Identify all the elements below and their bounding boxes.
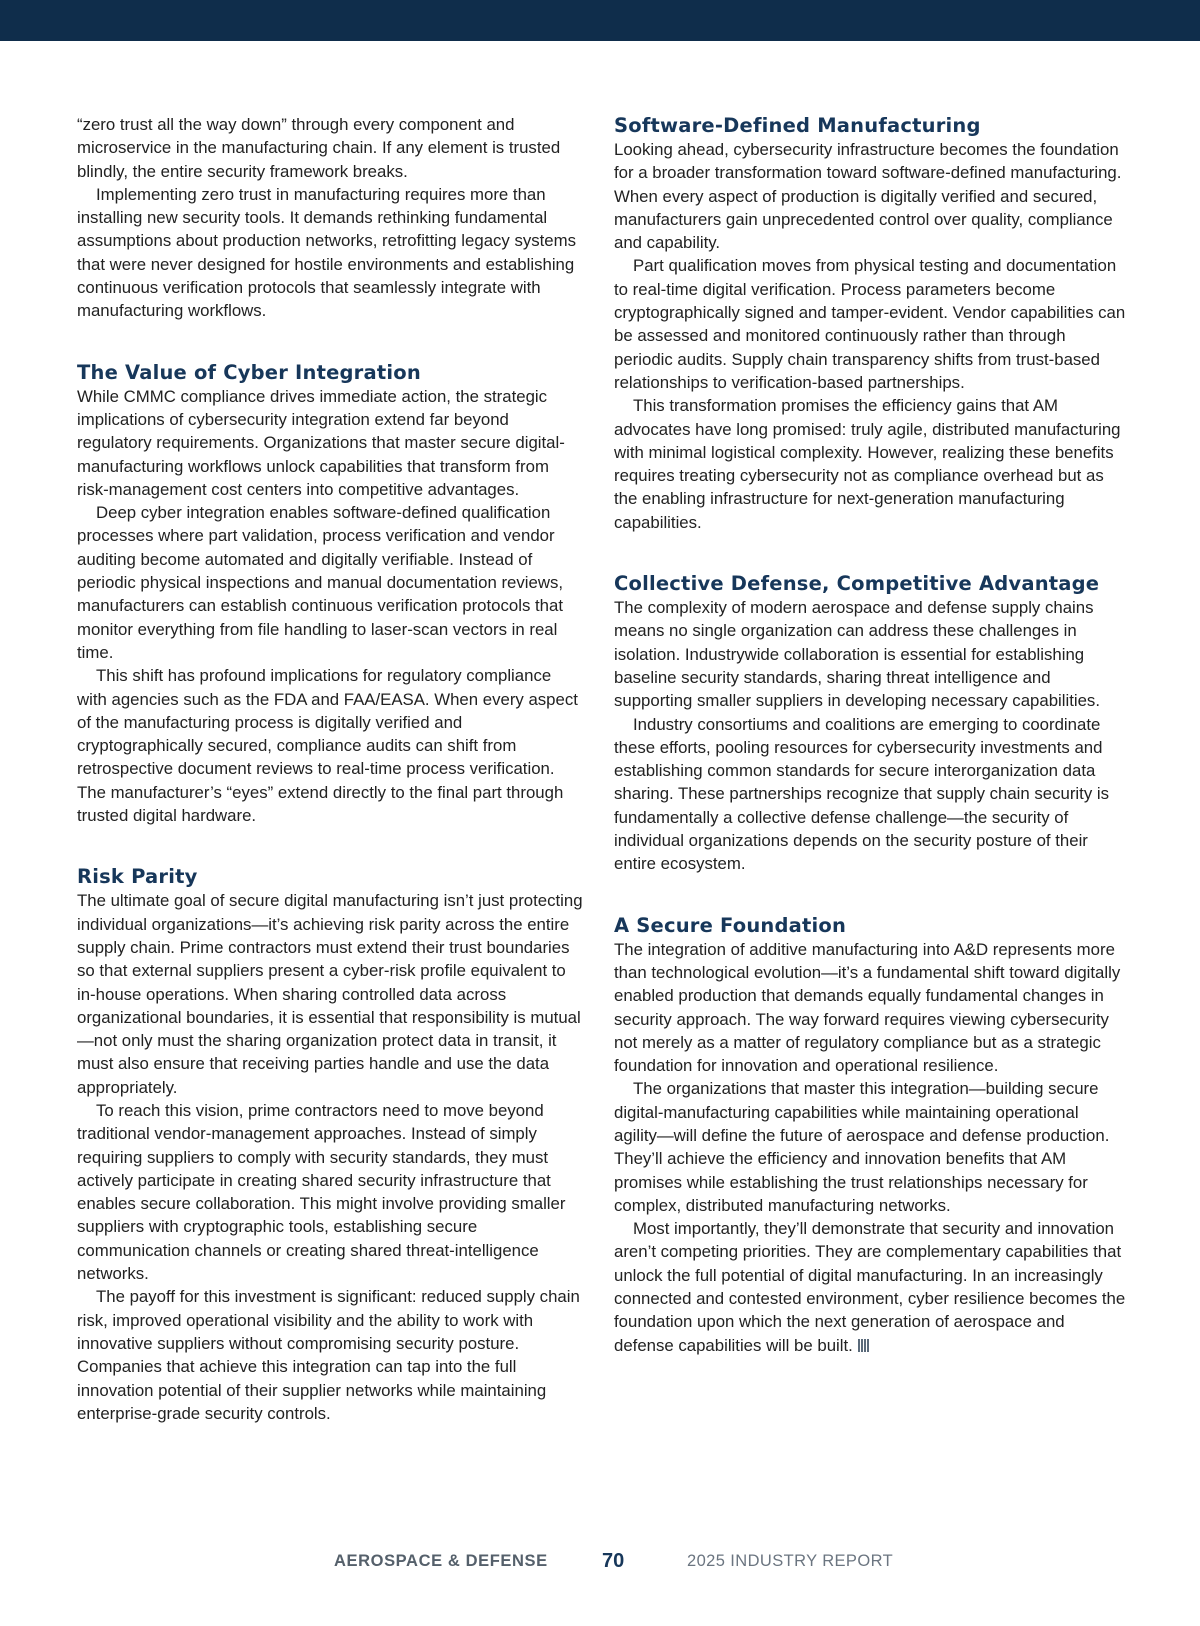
footer-report-title: 2025 INDUSTRY REPORT bbox=[687, 1552, 894, 1570]
section-heading: A Secure Foundation bbox=[614, 913, 847, 937]
body-paragraph: The payoff for this investment is significant: reduced supply chain risk, improved operational visibility and the ability to work with innovative suppliers without compromising security posture. Companies that achieve this integration can tap into the full innovation potential of their supplier networks while maintaining enterprise-grade security controls. bbox=[77, 1287, 580, 1423]
body-paragraph: To reach this vision, prime contractors need to move beyond traditional vendor-management approaches. Instead of simply requiring suppliers to comply with security standards, they must actively participate in creating shared security infrastructure that enables secure collaboration. This might involve providing smaller suppliers with cryptographic tools, establishing secure communication channels or creating shared threat-intelligence networks. bbox=[77, 1100, 566, 1284]
body-paragraph bbox=[614, 1217, 1126, 1357]
section-collective-defense bbox=[614, 571, 1126, 876]
footer-publication: AEROSPACE & DEFENSE bbox=[334, 1552, 548, 1570]
intro-section bbox=[77, 113, 585, 323]
right-column bbox=[614, 113, 1126, 1394]
body-paragraph: The organizations that master this integration—building secure digital-manufacturing capabilities while maintaining operational agility—will define the future of aerospace and defense production. They’ll achieve the efficiency and innovation benefits that AM promises while establishing the trust relationships necessary for complex, distributed manufacturing networks. bbox=[614, 1079, 1110, 1215]
section-risk-parity bbox=[77, 864, 585, 1425]
body-paragraph: The complexity of modern aerospace and defense supply chains means no single organization can address these challenges in isolation. Industrywide collaboration is essential for establishing baseline security standards, sharing threat intelligence and supporting smaller suppliers in developing necessary capabilities. bbox=[614, 598, 1100, 711]
footer-page-number: 70 bbox=[602, 1550, 625, 1572]
body-paragraph: Looking ahead, cybersecurity infrastructure becomes the foundation for a broader transformation toward software-defined manufacturing. When every aspect of production is digitally verified and secured, manufacturers gain unprecedented control over quality, compliance and capability. bbox=[614, 140, 1122, 253]
end-of-article-icon bbox=[858, 1339, 870, 1352]
body-paragraph: The ultimate goal of secure digital manufacturing isn’t just protecting individual organizations—it’s achieving risk parity across the entire supply chain. Prime contractors must extend their trust boundaries so that external suppliers present a cyber-risk profile equivalent to in-house operations. When sharing controlled data across organizational boundaries, it is essential that responsibility is mutual—not only must the sharing organization protect data in transit, it must also ensure that receiving parties handle and use the data appropriately. bbox=[77, 891, 583, 1097]
body-paragraph: Implementing zero trust in manufacturing requires more than installing new security tools. It demands rethinking fundamental assumptions about production networks, retrofitting legacy systems that were never designed for hostile environments and establishing continuous verification protocols that seamlessly integrate with manufacturing workflows. bbox=[77, 184, 577, 321]
body-paragraph: While CMMC compliance drives immediate action, the strategic implications of cybersecurity integration extend far beyond regulatory requirements. Organizations that master secure digital-manufacturing workflows unlock capabilities that transform from risk-management cost centers into competitive advantages. bbox=[77, 386, 565, 499]
body-paragraph: The integration of additive manufacturing into A&D represents more than technological evolution—it’s a fundamental shift toward digitally enabled production that demands equally fundamental changes in security approach. The way forward requires viewing cybersecurity not merely as a matter of regulatory compliance but as a strategic foundation for innovation and operational resilience. bbox=[614, 939, 1121, 1076]
body-paragraph: Deep cyber integration enables software-defined qualification processes where part validation, process verification and vendor auditing become automated and digitally verifiable. Instead of periodic physical inspections and manual documentation reviews, manufacturers can establish continuous verification protocols that monitor everything from file handling to laser-scan vectors in real time. bbox=[77, 503, 563, 662]
section-heading: The Value of Cyber Integration bbox=[77, 360, 421, 384]
body-paragraph: This shift has profound implications for regulatory compliance with agencies such as the FDA and FAA/EASA. When every aspect of the manufacturing process is digitally verified and cryptographically secured, compliance audits can shift from retrospective document reviews to real-time process verification. The manufacturer’s “eyes” extend directly to the final part through trusted digital hardware. bbox=[77, 666, 578, 826]
body-paragraph: This transformation promises the efficiency gains that AM advocates have long promised: truly agile, distributed manufacturing with minimal logistical complexity. However, realizing these benefits requires treating cybersecurity not as compliance overhead but as the enabling infrastructure for next-generation manufacturing capabilities. bbox=[614, 396, 1121, 532]
body-paragraph: Industry consortiums and coalitions are emerging to coordinate these efforts, pooling resources for cybersecurity investments and establishing common standards for secure interorganization data sharing. These partnerships recognize that supply chain security is fundamentally a collective defense challenge—the security of individual organizations depends on the security posture of their entire ecosystem. bbox=[614, 714, 1109, 874]
section-software-defined bbox=[614, 113, 1126, 534]
section-cyber-integration bbox=[77, 360, 585, 828]
section-secure-foundation bbox=[614, 913, 1126, 1357]
section-heading: Risk Parity bbox=[77, 865, 198, 889]
page-footer bbox=[0, 1548, 1200, 1574]
body-paragraph: “zero trust all the way down” through every component and microservice in the manufacturing chain. If any element is trusted blindly, the entire security framework breaks. bbox=[77, 115, 561, 181]
section-heading: Software-Defined Manufacturing bbox=[614, 114, 981, 137]
left-column bbox=[77, 113, 585, 1462]
body-paragraph: Part qualification moves from physical testing and documentation to real-time digital verification. Process parameters become cryptographically signed and tamper-evident. Vendor capabilities can be assessed and monitored continuously rather than through periodic audits. Supply chain transparency shifts from trust-based relationships to verification-based partnerships. bbox=[614, 256, 1126, 392]
body-paragraph-text: Most importantly, they’ll demonstrate that security and innovation aren’t competing priorities. They are complementary capabilities that unlock the full potential of digital manufacturing. In an increasingly connected and contested environment, cyber resilience becomes the foundation upon which the next generation of aerospace and defense capabilities will be built. bbox=[614, 1219, 1126, 1355]
header-bar bbox=[0, 0, 1200, 41]
section-heading: Collective Defense, Competitive Advantage bbox=[614, 572, 1100, 596]
